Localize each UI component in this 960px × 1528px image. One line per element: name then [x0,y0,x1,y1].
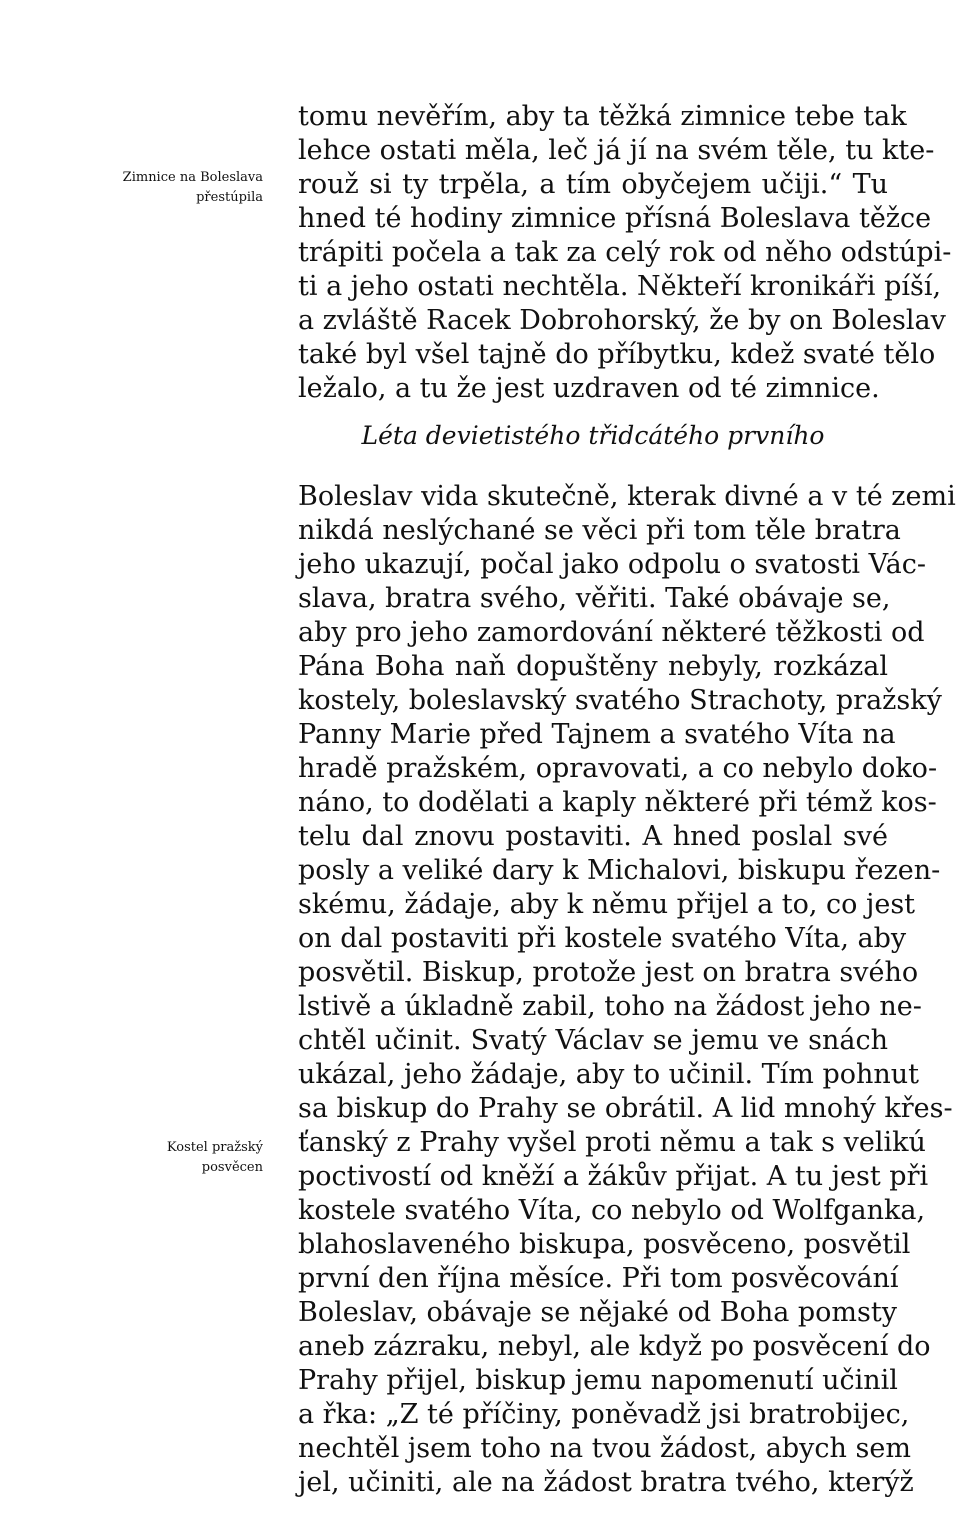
text-line: také byl všel tajně do příbytku, kdež svaté tělo [298,339,936,370]
text-line: on dal postaviti při kostele svatého Víta, aby [298,923,907,954]
text-line: ležalo, a tu že jest uzdraven od té zimnice. [298,373,880,404]
text-line: nechtěl jsem toho na tvou žádost, abych sem [298,1433,911,1464]
text-line: posvětil. Biskup, protože jest on bratra svého [298,957,919,988]
margin-note-line: posvěcen [201,1160,263,1175]
text-line: Boleslav, obávaje se nějaké od Boha pomsty [298,1297,897,1328]
text-line: jeho ukazují, počal jako odpolu o svatosti Vác- [298,549,926,580]
text-line: aneb zázraku, nebyl, ale když po posvěcení do [298,1331,931,1362]
text-line: lehce ostati měla, leč já jí na svém těle, tu kte- [298,135,935,166]
text-line: Prahy přijel, biskup jemu napomenutí učinil [298,1365,898,1396]
text-line: hradě pražském, opravovati, a co nebylo doko- [298,753,938,784]
text-line: ťanský z Prahy vyšel proti němu a tak s velikú [298,1127,926,1158]
text-line: telu dal znovu postaviti. A hned poslal své [298,821,888,852]
text-line: chtěl učinit. Svatý Václav se jemu ve snách [298,1025,888,1056]
text-line: ti a jeho ostati nechtěla. Někteří kronikáři píší, [298,271,942,302]
text-line: aby pro jeho zamordování některé těžkosti od [298,617,925,648]
text-line: Panny Marie před Tajnem a svatého Víta na [298,719,896,750]
text-line: ukázal, jeho žádaje, aby to učinil. Tím pohnut [298,1059,920,1090]
text-line: první den října měsíce. Při tom posvěcování [298,1263,899,1294]
text-line: hned té hodiny zimnice přísná Boleslava těžce [298,203,932,234]
text-line: nikdá neslýchané se věci při tom těle bratra [298,515,901,546]
text-line: skému, žádaje, aby k němu přijel a to, co jest [298,889,916,920]
text-line: rouž si ty trpěla, a tím obyčejem učiji.“ Tu [298,169,888,200]
text-line: slava, bratra svého, věřiti. Také obávaje se, [298,583,891,614]
margin-note-fever [123,168,263,208]
text-line: Pána Boha naň dopuštěny nebyly, rozkázal [298,651,888,682]
text-line: blahoslaveného biskupa, posvěceno, posvětil [298,1229,911,1260]
text-line: kostele svatého Víta, co nebylo od Wolfganka, [298,1195,926,1226]
margin-note-line: Zimnice na Boleslava [122,170,263,185]
margin-note-line: Kostel pražský [166,1140,263,1155]
text-line: trápiti počela a tak za celý rok od něho odstúpi- [298,237,952,268]
margin-note-line: přestúpila [196,190,263,205]
text-line: náno, to dodělati a kaply některé při témž kos- [298,787,937,818]
text-line: a řka: „Z té příčiny, poněvadž jsi bratrobijec, [298,1399,910,1430]
text-line: Boleslav vida skutečně, kterak divné a v té zemi [298,481,956,512]
section-heading: Léta devietistého třidcátého prvního [361,421,825,450]
margin-note-church [167,1138,263,1178]
text-line: a zvláště Racek Dobrohorský, že by on Boleslav [298,305,946,336]
text-line: sa biskup do Prahy se obrátil. A lid mnohý křes- [298,1093,953,1124]
text-line: posly a veliké dary k Michalovi, biskupu řezen- [298,855,941,886]
text-line: jel, učiniti, ale na žádost bratra tvého, kterýž [298,1467,914,1498]
text-line: tomu nevěřím, aby ta těžká zimnice tebe tak [298,101,907,132]
text-line: kostely, boleslavský svatého Strachoty, pražský [298,685,942,716]
text-line: lstivě a úkladně zabil, toho na žádost jeho ne- [298,991,922,1022]
text-line: poctivostí od kněží a žákův přijat. A tu jest při [298,1161,929,1192]
